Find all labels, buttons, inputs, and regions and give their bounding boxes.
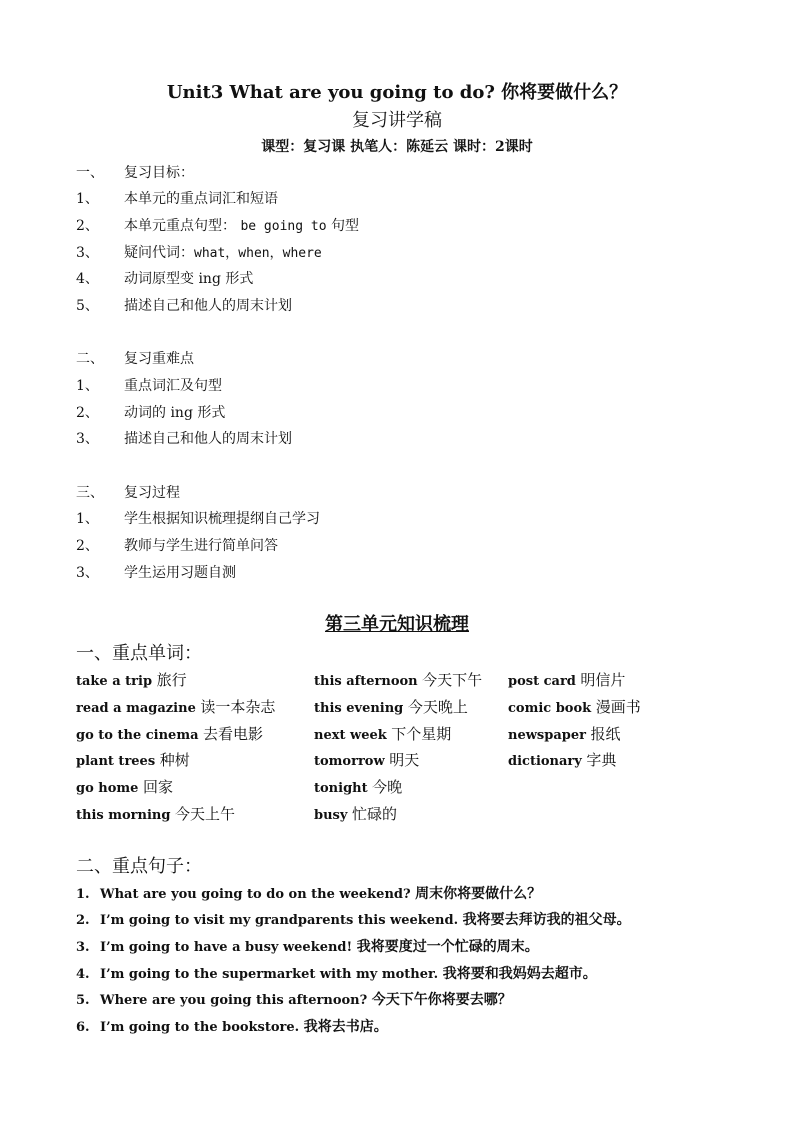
vocab-item: newspaper 报纸 [508, 725, 621, 743]
list-item: 2、 本单元重点句型： be going to 句型 [76, 218, 359, 234]
vocab-item: tonight 今晚 [314, 778, 403, 796]
vocab-item: this morning 今天上午 [76, 805, 235, 823]
page-title: Unit3 What are you going to do? 你将要做什么？ [166, 82, 628, 103]
list-item: 3、 疑问代词：what，when，where [76, 245, 322, 261]
vocab-item: post card 明信片 [508, 671, 626, 689]
list-item: 4、 动词原型变 ing 形式 [76, 271, 254, 287]
vocab-item: tomorrow 明天 [314, 751, 420, 769]
vocab-item: plant trees 种树 [76, 751, 190, 769]
list-item: 1、 本单元的重点词汇和短语 [76, 191, 278, 207]
sentence-item: 6. I’m going to the bookstore. 我将去书店。 [76, 1019, 388, 1035]
sentence-item: 5. Where are you going this afternoon? 今天下午你将要去哪？ [76, 992, 512, 1008]
sentences-heading: 二、重点句子： [76, 856, 202, 877]
vocab-item: dictionary 字典 [508, 751, 617, 769]
sentence-item: 1. What are you going to do on the weekend? 周末你将要做什么？ [76, 886, 542, 902]
knowledge-title: 第三单元知识梳理 [325, 614, 469, 635]
sentence-item: 3. I’m going to have a busy weekend! 我将要度过一个忙碌的周末。 [76, 939, 539, 955]
list-item: 2、 动词的 ing 形式 [76, 405, 226, 421]
vocab-item: next week 下个星期 [314, 725, 452, 743]
vocab-item: busy 忙碌的 [314, 805, 397, 823]
vocab-item: this afternoon 今天下午 [314, 671, 483, 689]
list-item: 2、 教师与学生进行简单问答 [76, 538, 278, 554]
section-heading-objectives: 一、 复习目标： [76, 165, 194, 181]
vocab-heading: 一、重点单词： [76, 643, 202, 664]
vocab-item: take a trip 旅行 [76, 671, 187, 689]
lesson-meta: 课型：复习课 执笔人：陈延云 课时：2课时 [261, 139, 533, 155]
list-item: 3、 描述自己和他人的周末计划 [76, 431, 292, 447]
vocab-item: go to the cinema 去看电影 [76, 725, 264, 743]
sentence-item: 2. I’m going to visit my grandparents this weekend. 我将要去拜访我的祖父母。 [76, 912, 631, 928]
section-heading-difficulties: 二、 复习重难点 [76, 351, 194, 367]
section-heading-process: 三、 复习过程 [76, 485, 180, 501]
sentence-item: 4. I’m going to the supermarket with my mother. 我将要和我妈妈去超市。 [76, 966, 597, 982]
page-subtitle: 复习讲学稿 [352, 110, 442, 131]
vocab-item: this evening 今天晚上 [314, 698, 468, 716]
list-item: 5、 描述自己和他人的周末计划 [76, 298, 292, 314]
list-item: 1、 重点词汇及句型 [76, 378, 222, 394]
list-item: 1、 学生根据知识梳理提纲自己学习 [76, 511, 320, 527]
vocab-item: go home 回家 [76, 778, 173, 796]
vocab-item: read a magazine 读一本杂志 [76, 698, 276, 716]
vocab-item: comic book 漫画书 [508, 698, 641, 716]
list-item: 3、 学生运用习题自测 [76, 565, 236, 581]
